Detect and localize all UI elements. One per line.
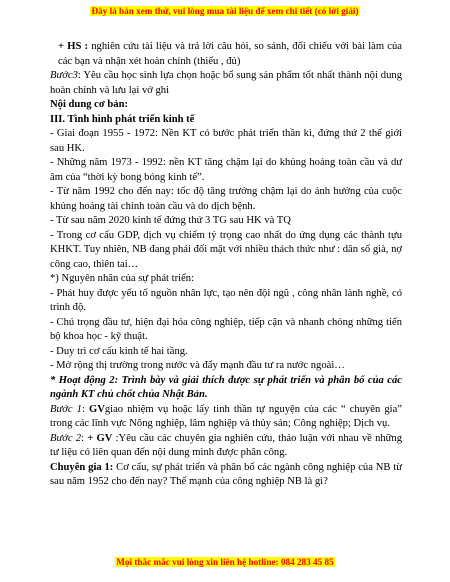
list-item: - Phát huy được yếu tố nguồn nhân lực, tạo nên đội ngũ , công nhân lành nghề, có trình độ. [50,287,402,313]
step2-paragraph [50,432,402,461]
step2-colon: : [81,432,88,444]
basic-content-heading: Nội dung cơ bản: [50,99,128,110]
preview-notice-banner [0,6,450,16]
step3-text: : Yêu cầu học sinh lựa chọn hoặc bổ sung sản phẩm tốt nhất thành nội dung hoàn chỉnh và lưu lại vở ghi [50,70,402,96]
step1-label: Bước 1 [50,403,82,415]
step2-text: :Yêu cầu các chuyên gia nghiên cứu, thảo luận với nhau về những tư liệu có liên quan đến nội dung mình được phân công. [50,432,403,458]
list-item: - Từ năm 1992 cho đến nay: tốc độ tăng trưởng chậm lại do ảnh hưởng của cuộc khủng hoảng tài chính toàn cầu và do dịch bệnh. [50,186,402,212]
list-item: - Trong cơ cấu GDP, dịch vụ chiếm tỷ trọng cao nhất do ứng dụng các thành tựu KHKT. Tuy nhiên, NB đang phải đối mặt với nhiều thách thức như : dân số già, nợ công cao, thiên tai… [50,229,402,270]
list-item: - Chú trọng đầu tư, hiện đại hóa công nghiệp, tiếp cận và nhanh chóng những tiến bộ khoa học - kỹ thuật. [50,316,402,342]
step3-paragraph [50,69,402,98]
hotline-text: Mọi thắc mắc vui lòng xin liên hệ hotline: 084 283 45 85 [116,557,334,567]
document-body [50,40,402,490]
step1-text: giao nhiệm vụ hoặc lấy tinh thần tự nguyện của các “ chuyên gia” trong các lĩnh vực Nông nghiệp, lâm nghiệp và thủy sản; Công nghiệp; Dịch vụ. [50,403,402,429]
step2-label: Bước 2 [50,432,82,444]
expert-text: Cơ cấu, sự phát triển và phân bố các ngành công nghiệp của NB từ sau năm 1952 cho đến nay? Thế mạnh của công nghiệp NB là gì? [50,461,402,487]
hs-text: nghiên cứu tài liệu và trả lời câu hỏi, so sánh, đối chiếu với bài làm của các bạn và nhận xét hoàn chỉnh (thiếu , đủ) [58,41,403,67]
list-item: - Duy trì cơ cấu kinh tế hai tầng. [50,345,188,357]
step3-label: Bước3 [50,70,78,81]
hs-paragraph [50,40,402,69]
hotline-banner [0,557,450,567]
list-item: - Từ sau năm 2020 kinh tế đứng thứ 3 TG sau HK và TQ [50,215,291,226]
expert-label: Chuyên gia 1: [50,461,114,473]
step1-paragraph [50,403,402,432]
hs-label: + HS : [58,41,89,52]
list-item: - Mở rộng thị trường trong nước và đẩy mạnh đầu tư ra nước ngoài… [50,360,345,371]
expert-paragraph [50,461,402,490]
step1-gv: GV [88,403,105,415]
preview-notice-text: Đây là bản xem thử, vui lòng mua tài liệu để xem chi tiết (có lời giải) [91,6,359,16]
section-title: III. Tình hình phát triển kinh tế [50,113,195,125]
step1-colon: : [81,403,89,415]
list-item: *) Nguyên nhân của sự phát triển: [50,273,195,284]
list-item: - Giai đoạn 1955 - 1972: Nền KT có bước phát triển thần kì, đứng thứ 2 thế giới sau HK. [50,128,402,154]
activity-title: * Hoạt động 2: Trình bày và giải thích được sự phát triển và phân bố của các ngành KT chủ chốt chủa Nhật Bản. [50,374,402,400]
step2-gv: + GV [87,432,113,444]
list-item: - Những năm 1973 - 1992: nền KT tăng chậm lại do khủng hoảng toàn cầu và dư âm của “thời kỳ bong bóng kinh tế”. [50,157,402,183]
